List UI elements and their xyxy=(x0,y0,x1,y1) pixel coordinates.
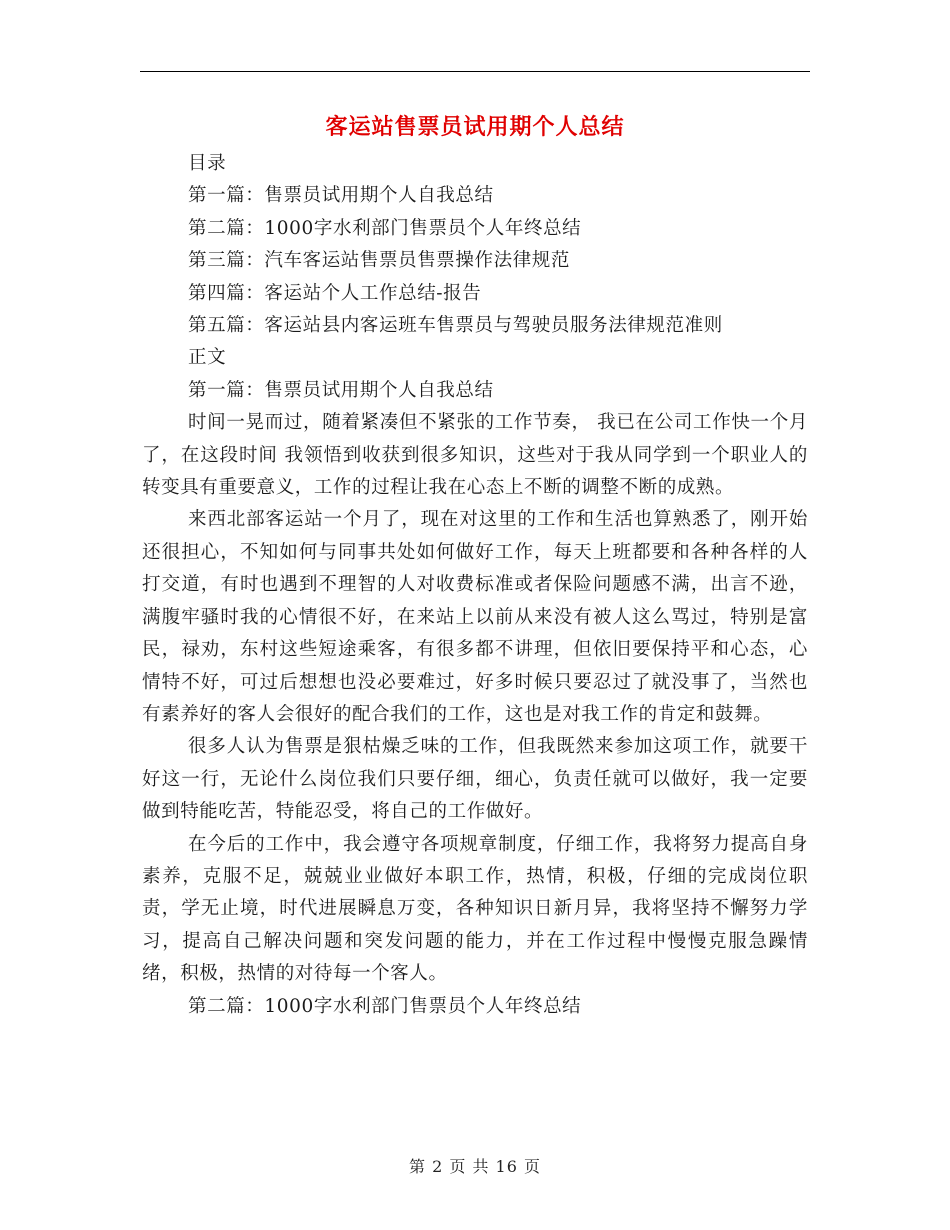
body-heading: 正文 xyxy=(188,347,227,369)
page-footer: 第 2 页 共 16 页 xyxy=(409,1157,541,1176)
body-paragraph: 很多人认为售票是狠枯燥乏味的工作，但我既然来参加这项工作，就要干好这一行，无论什么岗位我们只要仔细，细心，负责任就可以做好，我一定要做到特能吃苦，特能忍受，将自己的工作做好。 xyxy=(142,736,808,823)
toc-item[interactable]: 第四篇：客运站个人工作总结-报告 xyxy=(188,282,482,304)
body-paragraph: 来西北部客运站一个月了，现在对这里的工作和生活也算熟悉了，刚开始还很担心，不知如何与同事共处如何做好工作，每天上班都要和各种各样的人打交道，有时也遇到不理智的人对收费标准或者保险问题感不满，出言不逊，满腹牢骚时我的心情很不好，在来站上以前从来没有被人这么骂过，特别是富民，禄劝，东村这些短途乘客，有很多都不讲理，但依旧要保持平和心态，心情特不好，可过后想想也没必要难过，好多时候只要忍过了就没事了，当然也有素养好的客人会很好的配合我们的工作，这也是对我工作的肯定和鼓舞。 xyxy=(142,509,808,725)
document-title: 客运站售票员试用期个人总结 xyxy=(325,114,625,140)
toc-item[interactable]: 第一篇：售票员试用期个人自我总结 xyxy=(188,185,494,207)
toc-item[interactable]: 第五篇：客运站县内客运班车售票员与驾驶员服务法律规范准则 xyxy=(188,315,723,337)
section-heading: 第一篇：售票员试用期个人自我总结 xyxy=(188,379,494,401)
body-paragraph: 时间一晃而过，随着紧凑但不紧张的工作节奏， 我已在公司工作快一个月了，在这段时间 我领悟到收获到很多知识，这些对于我从同学到一个职业人的转变具有重要意义，工作的过程让我在心态上不断的调整不断的成熟。 xyxy=(142,412,808,499)
toc-item[interactable]: 第三篇：汽车客运站售票员售票操作法律规范 xyxy=(188,250,571,272)
body-paragraph: 在今后的工作中，我会遵守各项规章制度，仔细工作，我将努力提高自身素养，克服不足，兢兢业业做好本职工作，热情，积极，仔细的完成岗位职责，学无止境，时代进展瞬息万变，各种知识日新月异，我将坚持不懈努力学习，提高自己解决问题和突发问题的能力，并在工作过程中慢慢克服急躁情绪，积极，热情的对待每一个客人。 xyxy=(142,833,808,985)
toc-heading: 目录 xyxy=(188,153,227,174)
toc-item[interactable]: 第二篇：1000字水利部门售票员个人年终总结 xyxy=(188,217,582,239)
document-body xyxy=(142,148,808,1023)
header-rule xyxy=(140,71,810,72)
section-heading: 第二篇：1000字水利部门售票员个人年终总结 xyxy=(188,995,582,1017)
